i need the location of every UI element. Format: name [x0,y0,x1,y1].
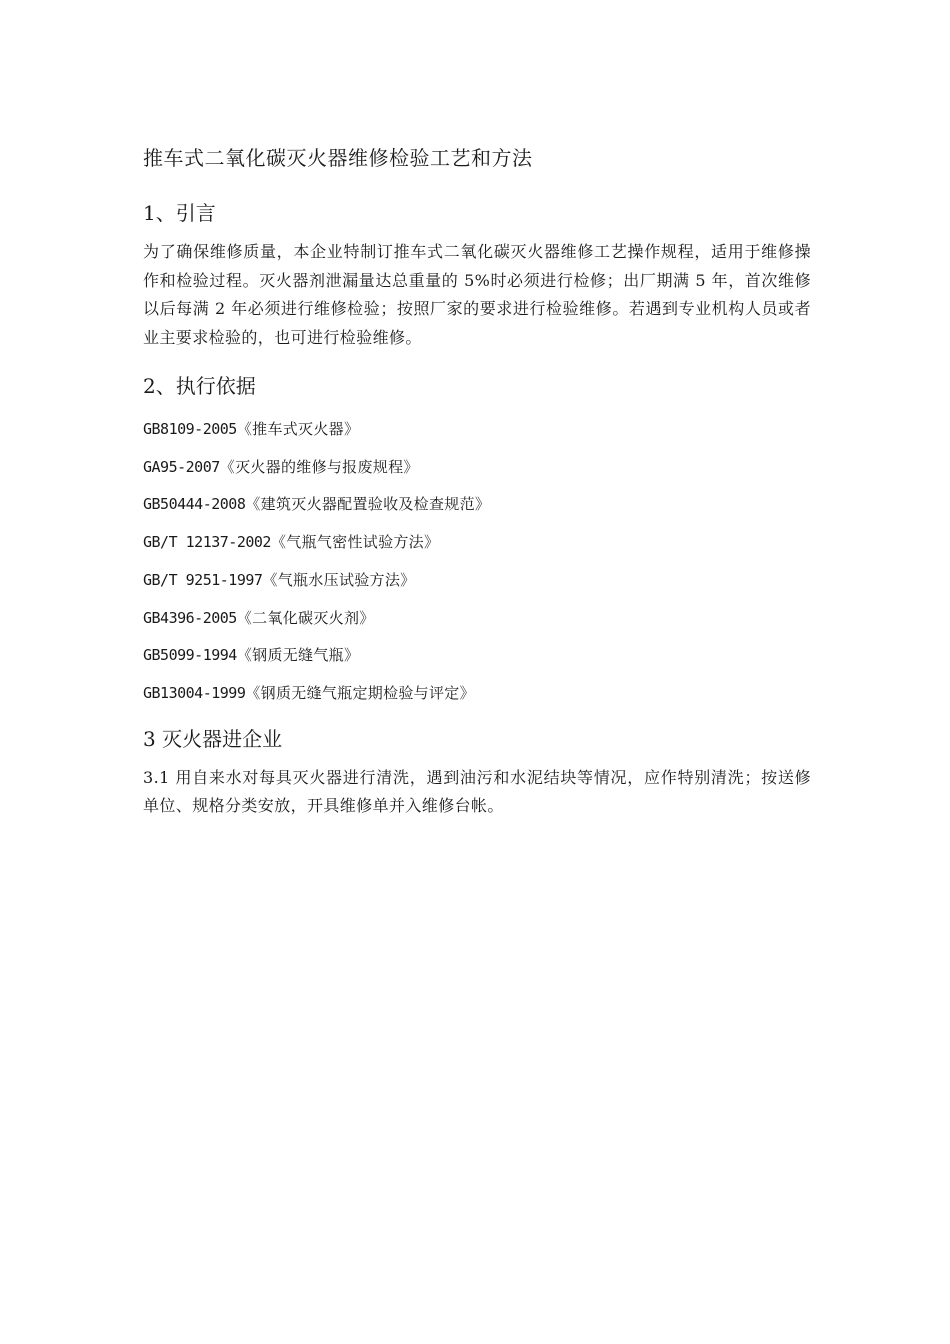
standard-name: 《气瓶气密性试验方法》 [270,533,440,552]
standard-name: 《钢质无缝气瓶定期检验与评定》 [245,683,475,702]
section-standards [143,366,811,713]
standard-code: GB/T 9251-1997 [143,570,263,589]
standard-item [143,637,811,675]
document-body [143,138,811,835]
standard-code: GB/T 12137-2002 [143,533,271,552]
standard-item [143,675,811,713]
standard-item [143,486,811,524]
standard-name: 《推车式灭火器》 [236,420,360,438]
standard-item [143,411,811,449]
document-title: 推车式二氧化碳灭火器维修检验工艺和方法 [143,146,533,170]
section-heading-introduction: 1、引言 [143,201,216,225]
standard-name: 《二氧化碳灭火剂》 [236,608,375,627]
section-introduction [143,193,811,352]
standard-item [143,600,811,638]
section-heading-standards: 2、执行依据 [143,374,256,398]
standard-name: 《气瓶水压试验方法》 [262,570,416,589]
standard-item [143,524,811,562]
standard-name: 《建筑灭火器配置验收及检查规范》 [245,495,491,514]
standard-code: GB4396-2005 [143,608,237,627]
introduction-paragraph: 为了确保维修质量，本企业特制订推车式二氧化碳灭火器维修工艺操作规程，适用于维修操作和检验过程。灭火器剂泄漏量达总重量的 5%时必须进行检修；出厂期满 5 年，首次维修以后每满 2 年必须进行维修检验；按照厂家的要求进行检验维修。若遇到专业机构人员或者业主要求检验的，也可进行检验维修。 [143,242,811,347]
standard-code: GA95-2007 [143,457,220,476]
standard-item [143,449,811,487]
standards-list [143,411,811,713]
standard-code: GB8109-2005 [143,420,237,438]
standard-code: GB50444-2008 [143,495,246,514]
standard-code: GB5099-1994 [143,646,237,665]
standard-name: 《钢质无缝气瓶》 [236,646,360,665]
standard-name: 《灭火器的维修与报废规程》 [219,457,419,476]
standard-code: GB13004-1999 [143,683,246,702]
section-intake [143,719,811,821]
section-heading-intake: 3 灭火器进企业 [143,726,283,751]
standard-item [143,562,811,600]
intake-paragraph: 3.1 用自来水对每具灭火器进行清洗，遇到油污和水泥结块等情况，应作特别清洗；按送修单位、规格分类安放，开具维修单并入维修台帐。 [143,767,811,816]
